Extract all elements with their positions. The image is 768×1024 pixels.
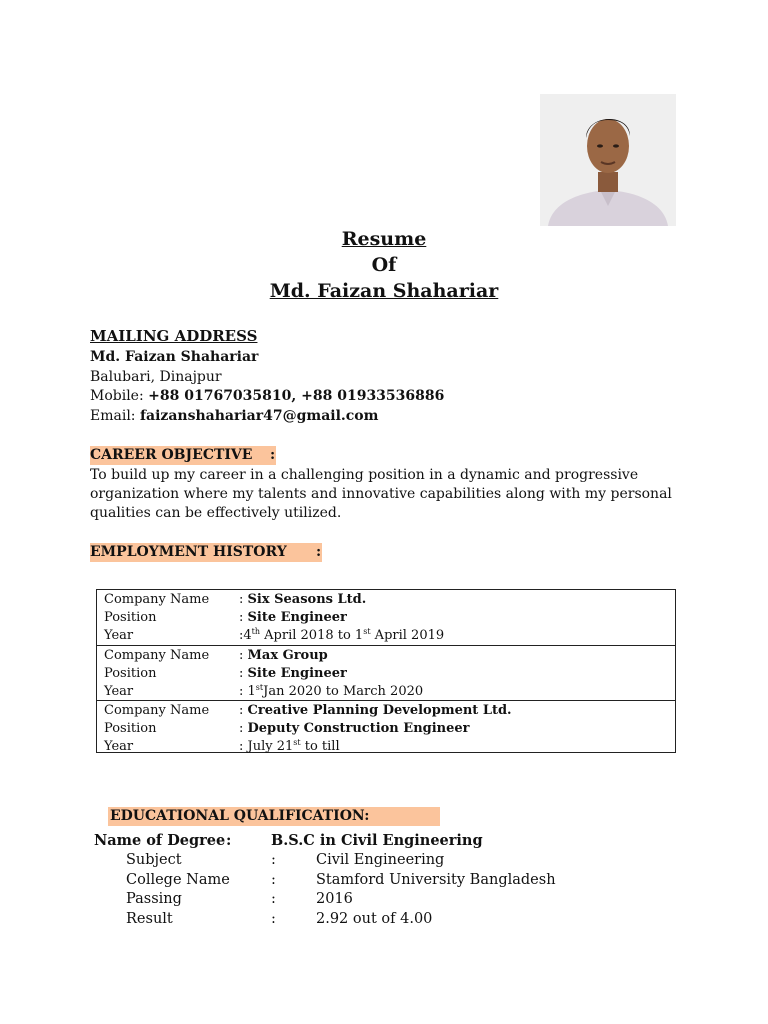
company-name-value: : Max Group bbox=[239, 648, 328, 663]
employment-table bbox=[96, 589, 676, 753]
career-objective-heading: CAREER OBJECTIVE : bbox=[90, 447, 276, 463]
career-objective-line-2: organization where my talents and innovative capabilities along with my personal bbox=[90, 486, 672, 502]
company-name-value: : Six Seasons Ltd. bbox=[239, 592, 367, 607]
resume-of: Of bbox=[371, 254, 397, 276]
year-value: : July 21st to till bbox=[239, 738, 340, 754]
career-objective-line-3: qualities can be effectively utilized. bbox=[90, 505, 342, 521]
edu-college-value: Stamford University Bangladesh bbox=[316, 872, 556, 888]
employment-entry: Company Name : Creative Planning Development Ltd. Position : Deputy Construction Engineer Year : July 21st to till bbox=[97, 700, 675, 756]
mailing-address-heading: MAILING ADDRESS bbox=[90, 327, 258, 345]
employment-entry: Company Name : Six Seasons Ltd. Position : Site Engineer Year :4th April 2018 to 1st April 2019 bbox=[104, 592, 445, 643]
edu-subject-value: Civil Engineering bbox=[316, 852, 445, 868]
edu-result-value: 2.92 out of 4.00 bbox=[316, 911, 433, 927]
resume-name: Md. Faizan Shahariar bbox=[269, 280, 499, 302]
mailing-address: Balubari, Dinajpur bbox=[90, 369, 222, 385]
edu-result-colon: : bbox=[271, 911, 276, 927]
position-value: : Site Engineer bbox=[239, 610, 347, 625]
position-value: : Deputy Construction Engineer bbox=[239, 721, 470, 736]
education-heading: EDUCATIONAL QUALIFICATION: bbox=[108, 807, 440, 826]
year-value: : 1stJan 2020 to March 2020 bbox=[239, 683, 424, 699]
edu-passing-colon: : bbox=[271, 891, 276, 907]
mailing-mobile: Mobile: +88 01767035810, +88 01933536886 bbox=[90, 388, 445, 404]
degree-label: Name of Degree bbox=[94, 832, 226, 849]
edu-passing-value: 2016 bbox=[316, 891, 353, 907]
profile-photo bbox=[540, 94, 676, 226]
edu-college-colon: : bbox=[271, 872, 276, 888]
employment-entry: Company Name : Max Group Position : Site Engineer Year : 1stJan 2020 to March 2020 bbox=[97, 645, 675, 701]
mailing-name: Md. Faizan Shahariar bbox=[90, 349, 259, 365]
edu-subject-label: Subject bbox=[126, 852, 182, 868]
position-value: : Site Engineer bbox=[239, 666, 347, 681]
career-objective-line-1: To build up my career in a challenging position in a dynamic and progressive bbox=[90, 467, 639, 483]
degree-value: B.S.C in Civil Engineering bbox=[271, 832, 483, 849]
year-value: :4th April 2018 to 1st April 2019 bbox=[239, 627, 445, 643]
company-name-value: : Creative Planning Development Ltd. bbox=[239, 703, 512, 718]
employment-history-heading: EMPLOYMENT HISTORY : bbox=[90, 544, 322, 560]
edu-passing-label: Passing bbox=[126, 891, 182, 907]
edu-result-label: Result bbox=[126, 911, 173, 927]
edu-college-label: College Name bbox=[126, 872, 230, 888]
degree-colon: : bbox=[226, 832, 232, 849]
edu-subject-colon: : bbox=[271, 852, 276, 868]
mailing-email: Email: faizanshahariar47@gmail.com bbox=[90, 408, 379, 424]
resume-title: Resume bbox=[341, 228, 427, 250]
person-photo-illustration bbox=[540, 94, 676, 226]
